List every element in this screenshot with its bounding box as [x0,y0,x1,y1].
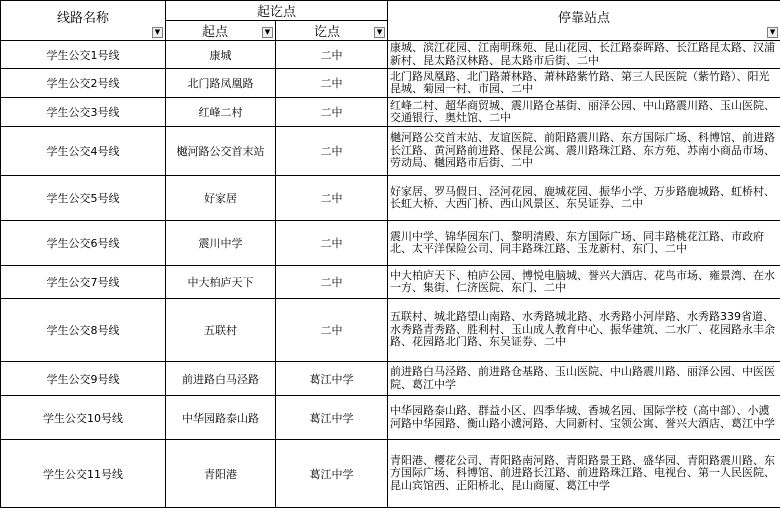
endpoints-header [166,1,388,21]
route-name-cell[interactable]: 学生公交9号线 [1,362,166,396]
stops-header-label: 停靠站点 [388,1,780,26]
stops-cell[interactable]: 中大柏庐天下、柏庐公园、博悦电脑城、誉兴大酒店、花鸟市场、雍景湾、在水一方、集街、仁济医院、东门、二中 [388,266,780,299]
route-name-cell[interactable]: 学生公交6号线 [1,221,166,266]
start-cell[interactable]: 青阳港 [166,440,276,508]
start-cell[interactable]: 红峰二村 [166,98,276,127]
stops-filter-button[interactable]: ▼ [767,27,778,38]
table-row[interactable] [1,221,780,266]
route-name-header-label: 线路名称 [1,1,165,26]
route-name-cell[interactable]: 学生公交4号线 [1,127,166,176]
stops-cell[interactable]: 五联村、城北路望山南路、水秀路城北路、水秀路小河岸路、水秀路339省道、水秀路青秀路、胜利村、玉山成人教育中心、振华建筑、二水厂、花园路永丰余路、花园路北门路、东吴证券、二中 [388,299,780,362]
start-header-label: 起点 [166,21,275,40]
start-cell[interactable]: 康城 [166,41,276,69]
stops-cell[interactable]: 红峰二村、超华商贸城、震川路仓基街、丽泽公园、中山路震川路、玉山医院、交通银行、奥灶馆、二中 [388,98,780,127]
end-cell[interactable]: 二中 [276,299,388,362]
end-cell[interactable]: 葛江中学 [276,440,388,508]
start-filter-button[interactable]: ▼ [262,27,273,38]
end-cell[interactable]: 葛江中学 [276,396,388,440]
stops-cell[interactable]: 北门路凤凰路、北门路萧林路、萧林路紫竹路、第三人民医院（紫竹路）、阳光昆城、菊园一村、市园、二中 [388,69,780,98]
start-cell[interactable]: 震川中学 [166,221,276,266]
stops-cell[interactable]: 好家居、罗马假日、泾河花园、鹿城花园、振华小学、万步路鹿城路、虹桥村、长虹大桥、大西门桥、西山风景区、东吴证券、二中 [388,176,780,221]
route-name-cell[interactable]: 学生公交1号线 [1,41,166,69]
stops-cell[interactable]: 震川中学、锦华园东门、黎明清殿、东方国际广场、同丰路桃花江路、市政府北、太平洋保险公司、同丰路珠江路、玉龙新村、东门、二中 [388,221,780,266]
stops-cell[interactable]: 青阳港、樱花公司、青阳路南河路、青阳路景王路、盛华园、青阳路震川路、东方国际广场、科博馆、前进路长江路、前进路珠江路、电视台、第一人民医院、昆山宾馆西、正阳桥北、昆山商厦、葛江中学 [388,440,780,508]
table-row[interactable] [1,127,780,176]
stops-cell[interactable]: 前进路白马泾路、前进路仓基路、玉山医院、中山路震川路、丽泽公园、中医医院、葛江中学 [388,362,780,396]
route-name-cell[interactable]: 学生公交8号线 [1,299,166,362]
route-name-cell[interactable]: 学生公交11号线 [1,440,166,508]
end-header-label: 讫点 [276,21,387,40]
route-name-cell[interactable]: 学生公交7号线 [1,266,166,299]
table-row[interactable] [1,266,780,299]
table-row[interactable] [1,440,780,508]
start-cell[interactable]: 中大柏庐天下 [166,266,276,299]
end-cell[interactable]: 二中 [276,127,388,176]
route-name-cell[interactable]: 学生公交5号线 [1,176,166,221]
table-row[interactable] [1,98,780,127]
end-cell[interactable]: 二中 [276,176,388,221]
route-name-cell[interactable]: 学生公交10号线 [1,396,166,440]
table-row[interactable] [1,69,780,98]
stops-cell[interactable]: 樾河路公交首末站、友谊医院、前阳路震川路、东方国际广场、科博馆、前进路长江路、黄河路前进路、保昆公寓、震川路珠江路、东方苑、苏南小商品市场、劳动局、樾园路市后街、二中 [388,127,780,176]
route-name-cell[interactable]: 学生公交3号线 [1,98,166,127]
table-row[interactable] [1,41,780,69]
route-name-cell[interactable]: 学生公交2号线 [1,69,166,98]
start-cell[interactable]: 北门路凤凰路 [166,69,276,98]
route-name-header [1,1,166,41]
route-name-filter-button[interactable]: ▼ [152,27,163,38]
end-cell[interactable]: 二中 [276,69,388,98]
start-cell[interactable]: 中华园路泰山路 [166,396,276,440]
start-header [166,21,276,41]
end-cell[interactable]: 二中 [276,41,388,69]
end-filter-button[interactable]: ▼ [374,27,385,38]
table-row[interactable] [1,362,780,396]
table-row[interactable] [1,176,780,221]
table-row[interactable] [1,299,780,362]
endpoints-header-label: 起讫点 [166,1,387,20]
end-cell[interactable]: 二中 [276,266,388,299]
stops-cell[interactable]: 中华园路泰山路、群益小区、四季华城、香城名园、国际学校（高中部）、小澞河路中华园路、衡山路小澞河路、大同新村、宝领公寓、誉兴大酒店、葛江中学 [388,396,780,440]
end-cell[interactable]: 二中 [276,221,388,266]
end-cell[interactable]: 二中 [276,98,388,127]
start-cell[interactable]: 樾河路公交首末站 [166,127,276,176]
start-cell[interactable]: 五联村 [166,299,276,362]
start-cell[interactable]: 好家居 [166,176,276,221]
stops-header [388,1,780,41]
end-header [276,21,388,41]
table-row[interactable] [1,396,780,440]
end-cell[interactable]: 葛江中学 [276,362,388,396]
stops-cell[interactable]: 康城、滨江花园、江南明珠苑、昆山花园、长江路泰晖路、长江路昆太路、汉浦新村、昆太路汉林路、昆太路市后街、二中 [388,41,780,69]
start-cell[interactable]: 前进路白马泾路 [166,362,276,396]
